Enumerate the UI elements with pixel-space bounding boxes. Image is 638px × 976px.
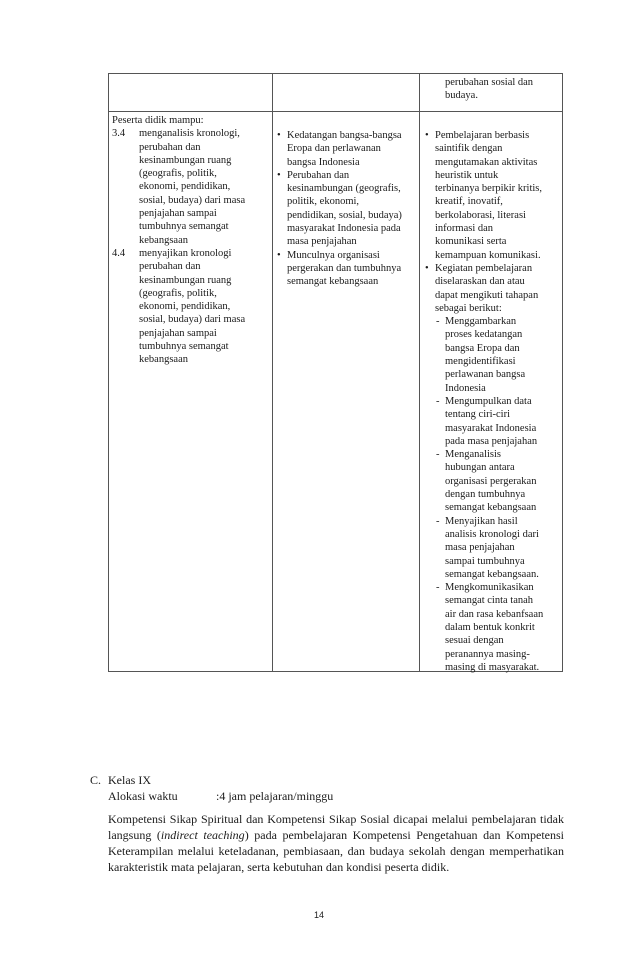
kd-text-line: perubahan dan: [139, 141, 201, 153]
section-paragraph: [108, 811, 564, 875]
kegiatan-step: [435, 395, 560, 448]
step-line: dalam bentuk konkrit: [445, 621, 535, 633]
time-allocation: [108, 788, 564, 804]
kd-text-line: (geografis, politik,: [139, 168, 217, 180]
kegiatan-steps: [435, 315, 560, 674]
competency-table: [108, 73, 563, 672]
kegiatan-line: • Pembelajaran berbasis: [435, 130, 530, 141]
kd-text-line: kesinambungan ruang: [139, 274, 232, 286]
kd-text-line: kesinambungan ruang: [139, 154, 232, 166]
kd-number: 4.4: [112, 247, 126, 259]
kd-text-line: penjajahan sampai: [139, 327, 217, 339]
kegiatan-line: informasi dan: [435, 223, 494, 235]
step-line: - Menggambarkan: [445, 316, 517, 328]
kegiatan-item: [425, 129, 560, 262]
kegiatan-step: [435, 581, 560, 674]
materi-line: politik, ekonomi,: [287, 196, 360, 208]
materi-line: masyarakat Indonesia pada: [287, 223, 401, 235]
materi-line: kesinambungan (geografis,: [287, 183, 401, 195]
kegiatan-line: • Kegiatan pembelajaran: [435, 262, 533, 274]
kegiatan-line: heuristik untuk: [435, 169, 499, 181]
step-line: semangat kebangsaan: [445, 502, 537, 514]
kegiatan-line: kreatif, inovatif,: [435, 196, 503, 208]
materi-line: • Munculnya organisasi: [287, 249, 380, 261]
kd-text-line: sosial, budaya) dari masa: [139, 314, 246, 326]
row-divider: [109, 111, 562, 112]
kegiatan-step: [435, 448, 560, 514]
kd-text-line: (geografis, politik,: [139, 287, 217, 299]
materi-item: [277, 169, 417, 249]
kegiatan-line: dapat mengikuti tahapan: [435, 289, 539, 301]
step-line: masyarakat Indonesia: [445, 422, 537, 434]
kd-text-line: penjajahan sampai: [139, 208, 217, 220]
step-line: - Mengumpulkan data: [445, 395, 532, 407]
paragraph-italic: indirect teaching: [160, 828, 245, 842]
kegiatan-item: [425, 262, 560, 674]
kegiatan-line: diselaraskan dan atau: [435, 276, 525, 288]
time-value: :4 jam pelajaran/minggu: [216, 789, 334, 803]
materi-item: [277, 129, 417, 169]
step-line: mengidentifikasi: [445, 356, 516, 368]
kd-text-line: menyajikan kronologi: [139, 247, 232, 259]
kd-text-line: kebangsaan: [139, 354, 188, 366]
top-row-continuation: [445, 76, 560, 103]
step-line: sampai tumbuhnya: [445, 555, 525, 567]
materi-line: • Perubahan dan: [287, 169, 350, 181]
kegiatan-step: [435, 515, 560, 581]
step-line: analisis kronologi dari: [445, 528, 539, 540]
materi-line: masa penjajahan: [287, 236, 357, 248]
kd-text-line: kebangsaan: [139, 234, 188, 246]
kegiatan-step: [435, 315, 560, 395]
kd-item: [112, 127, 270, 247]
kegiatan-line: mengutamakan aktivitas: [435, 156, 538, 168]
step-line: proses kedatangan: [445, 329, 523, 341]
kd-text-line: menganalisis kronologi,: [139, 128, 240, 140]
kd-item: [112, 247, 270, 367]
step-line: air dan rasa kebanfsaan: [445, 608, 544, 620]
kompetensi-dasar-cell: [112, 114, 270, 367]
step-line: hubungan antara: [445, 462, 515, 474]
kegiatan-line: sebagai berikut:: [435, 302, 502, 314]
materi-item: [277, 249, 417, 289]
step-line: tentang ciri-ciri: [445, 409, 511, 421]
step-line: dengan tumbuhnya: [445, 489, 526, 501]
kd-text: [139, 127, 270, 247]
step-line: sesuai dengan: [445, 635, 504, 647]
kegiatan-line: berkolaborasi, literasi: [435, 209, 526, 221]
step-line: semangat cinta tanah: [445, 595, 534, 607]
kd-text: [139, 247, 270, 367]
materi-line: Eropa dan perlawanan: [287, 143, 381, 155]
section-title: Kelas IX: [108, 773, 151, 787]
section-kelas-ix: [90, 772, 564, 875]
materi-line: semangat kebangsaan: [287, 276, 379, 288]
kd-text-line: ekonomi, pendidikan,: [139, 181, 231, 193]
step-line: masing di masyarakat.: [445, 661, 540, 673]
cell-text-line: budaya.: [445, 90, 478, 102]
column-divider: [419, 74, 420, 671]
section-letter: C.: [90, 773, 102, 787]
materi-line: • Kedatangan bangsa-bangsa: [287, 130, 402, 141]
cell-text-line: perubahan sosial dan: [445, 77, 534, 88]
materi-pokok-cell: [277, 129, 417, 289]
paragraph-text: ) pada pembelajaran Kompetensi Pengetahuan dan Kompetensi Keterampilan melalui keteladanan, pembiasaan, dan budaya sekolah dengan memperhatikan karakteristik mata pelajaran, serta kebutuhan dan kondisi peserta didik.: [108, 828, 565, 874]
step-line: masa penjajahan: [445, 542, 515, 554]
step-line: perlawanan bangsa: [445, 369, 526, 381]
time-label: Alokasi waktu: [108, 789, 178, 803]
step-line: - Mengkomunikasikan: [445, 582, 534, 594]
paragraph-text: Kompetensi Sikap Spiritual dan Kompetensi Sikap Sosial dicapai melalui pembelajaran tidak langsung (: [108, 812, 564, 842]
kd-intro: Peserta didik mampu:: [112, 115, 204, 126]
materi-line: bangsa Indonesia: [287, 156, 360, 168]
step-line: - Menyajikan hasil: [445, 515, 518, 527]
step-line: Indonesia: [445, 382, 486, 394]
kegiatan-line: kemampuan komunikasi.: [435, 249, 541, 261]
kd-number: 3.4: [112, 128, 126, 140]
step-line: peranannya masing-: [445, 648, 530, 660]
page-number: 14: [313, 910, 324, 920]
kegiatan-line: komunikasi serta: [435, 236, 507, 248]
kd-text-line: sosial, budaya) dari masa: [139, 194, 246, 206]
kegiatan-line: terbinanya berpikir kritis,: [435, 183, 543, 195]
step-line: - Menganalisis: [445, 449, 501, 461]
materi-line: pergerakan dan tumbuhnya: [287, 262, 402, 274]
materi-line: pendidikan, sosial, budaya): [287, 209, 402, 221]
step-line: semangat kebangsaan.: [445, 568, 539, 580]
kegiatan-pembelajaran-cell: [425, 129, 560, 674]
column-divider: [272, 74, 273, 671]
kd-text-line: perubahan dan: [139, 261, 201, 273]
kd-text-line: tumbuhnya semangat: [139, 341, 229, 353]
step-line: bangsa Eropa dan: [445, 342, 520, 354]
kegiatan-line: saintifik dengan: [435, 143, 503, 155]
step-line: organisasi pergerakan: [445, 475, 537, 487]
kd-text-line: ekonomi, pendidikan,: [139, 301, 231, 313]
kd-text-line: tumbuhnya semangat: [139, 221, 229, 233]
step-line: pada masa penjajahan: [445, 435, 538, 447]
